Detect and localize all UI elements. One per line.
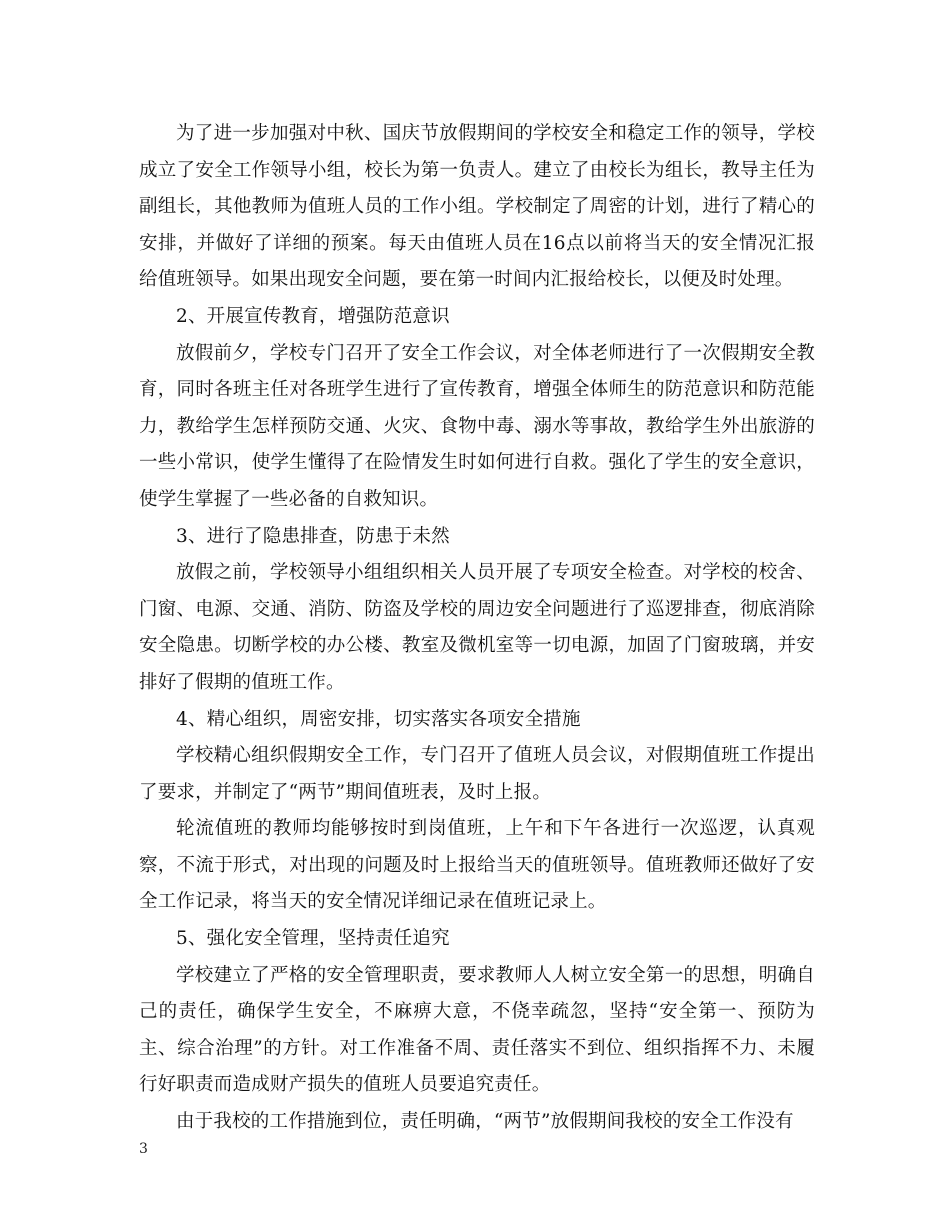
section-heading-2: 2、开展宣传教育，增强防范意识 [176, 305, 450, 327]
page-number: 3 [139, 1141, 148, 1157]
paragraph-rotation-duty: 轮流值班的教师均能够按时到岗值班，上午和下午各进行一次巡逻，认真观察，不流于形式，对出现的问题及时上报给当天的值班领导。值班教师还做好了安全工作记录，将当天的安全情况详细记录在值班记录上。 [139, 818, 815, 913]
section-heading-5: 5、强化安全管理，坚持责任追究 [176, 928, 450, 950]
section-heading-4: 4、精心组织，周密安排，切实落实各项安全措施 [176, 708, 581, 730]
document-body [139, 116, 815, 1141]
section-heading-3: 3、进行了隐患排查，防患于未然 [176, 525, 450, 547]
paragraph-safety-education: 放假前夕，学校专门召开了安全工作会议，对全体老师进行了一次假期安全教育，同时各班主任对各班学生进行了宣传教育，增强全体师生的防范意识和防范能力，教给学生怎样预防交通、火灾、食物中毒、溺水等事故，教给学生外出旅游的一些小常识，使学生懂得了在险情发生时如何进行自救。强化了学生的安全意识，使学生掌握了一些必备的自救知识。 [139, 342, 815, 510]
paragraph-duty-meeting: 学校精心组织假期安全工作，专门召开了值班人员会议，对假期值班工作提出了要求，并制定了“两节”期间值班表，及时上报。 [139, 745, 815, 803]
paragraph-hazard-inspection: 放假之前，学校领导小组组织相关人员开展了专项安全检查。对学校的校舍、门窗、电源、交通、消防、防盗及学校的周边安全问题进行了巡逻排查，彻底消除安全隐患。切断学校的办公楼、教室及微机室等一切电源，加固了门窗玻璃，并安排好了假期的值班工作。 [139, 562, 815, 693]
paragraph-conclusion: 由于我校的工作措施到位，责任明确，“两节”放假期间我校的安全工作没有 [176, 1111, 794, 1133]
paragraph-leadership-group: 为了进一步加强对中秋、国庆节放假期间的学校安全和稳定工作的领导，学校成立了安全工作领导小组，校长为第一负责人。建立了由校长为组长，教导主任为副组长，其他教师为值班人员的工作小组。学校制定了周密的计划，进行了精心的安排，并做好了详细的预案。每天由值班人员在16点以前将当天的安全情况汇报给值班领导。如果出现安全问题，要在第一时间内汇报给校长，以便及时处理。 [139, 123, 815, 291]
paragraph-responsibility: 学校建立了严格的安全管理职责，要求教师人人树立安全第一的思想，明确自己的责任，确保学生安全，不麻痹大意，不侥幸疏忽，坚持“安全第一、预防为主、综合治理”的方针。对工作准备不周、责任落实不到位、组织指挥不力、未履行好职责而造成财产损失的值班人员要追究责任。 [139, 964, 815, 1096]
